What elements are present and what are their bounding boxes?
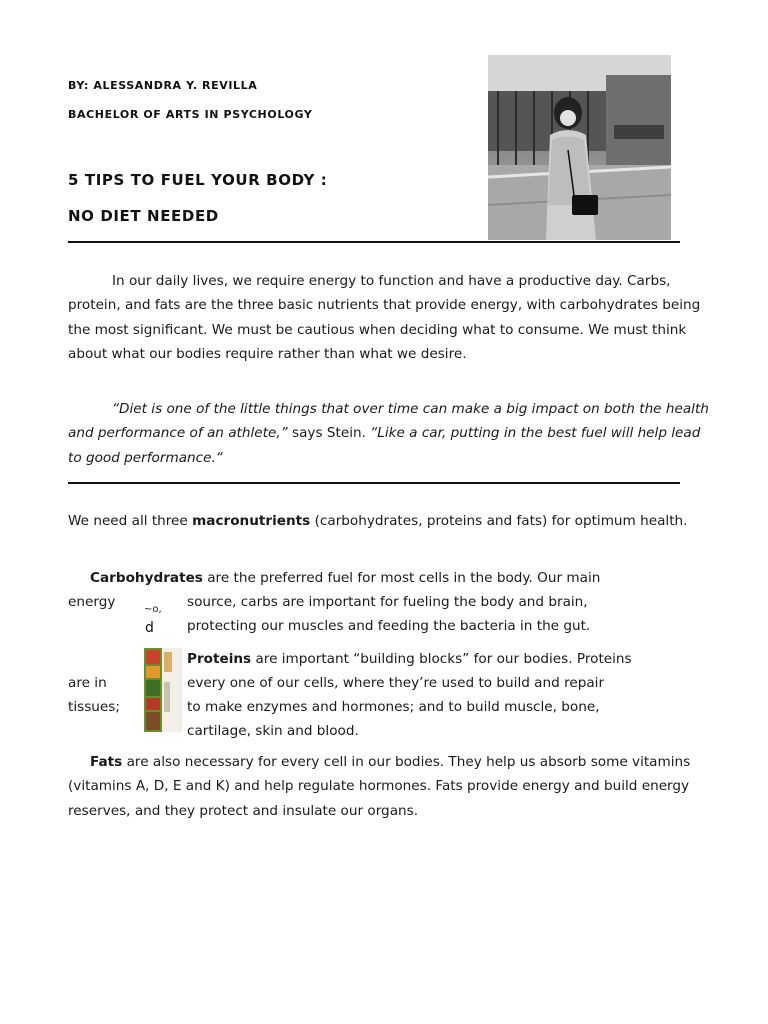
carbs-line3-right: protecting our muscles and feeding the bacteria in the gut. [187, 618, 591, 634]
article-title-line2: NO DIET NEEDED [68, 207, 219, 225]
carbs-line1 [90, 566, 600, 590]
quote-part1: “Diet is one of the little things that over time can make a big impact on both the health and performance of an athlete,” [68, 401, 709, 442]
macro-rest: (carbohydrates, proteins and fats) for optimum health. [310, 513, 688, 529]
quote-divider [68, 482, 680, 484]
carbs-term: Carbohydrates [90, 570, 203, 586]
proteins-line2-left: are in [68, 675, 107, 691]
proteins-line3-left: tissues; [68, 699, 120, 715]
intro-paragraph [68, 269, 708, 366]
author-degree: BACHELOR OF ARTS IN PSYCHOLOGY [68, 108, 313, 121]
author-photo-graphic [488, 55, 671, 240]
carbs-line1-rest: are the preferred fuel for most cells in the body. Our main [202, 570, 601, 586]
title-divider [68, 241, 680, 243]
proteins-line4-right: cartilage, skin and blood. [187, 723, 359, 739]
carbs-line2-left: energy [68, 594, 116, 610]
carbs-line2-right: source, carbs are important for fueling the body and brain, [187, 594, 588, 610]
proteins-term: Proteins [187, 651, 252, 667]
article-title-line1: 5 TIPS TO FUEL YOUR BODY : [68, 171, 328, 189]
proteins-line3-right: to make enzymes and hormones; and to build muscle, bone, [187, 699, 600, 715]
macro-term: macronutrients [192, 513, 311, 529]
fats-paragraph [68, 750, 708, 823]
proteins-line1-rest: are important “building blocks” for our bodies. Proteins [251, 651, 632, 667]
quote-part2: “Like a car, putting in the best fuel will help lead to good performance.“ [68, 425, 701, 466]
svg-text:~o,: ~o, [144, 604, 162, 615]
proteins-line1 [187, 647, 632, 671]
food-photo [142, 600, 182, 732]
quote-paragraph [68, 397, 718, 470]
macronutrients-paragraph [68, 509, 708, 533]
intro-text: In our daily lives, we require energy to function and have a productive day. Carbs, protein, and fats are the three basic nutrients that provide energy, with carbohydrates being the most significant. We must be cautious when deciding what to consume. We must think about what our bodies require rather than what we desire. [68, 273, 701, 362]
author-photo [488, 55, 671, 240]
macro-lead: We need all three [68, 513, 193, 529]
author-byline: BY: ALESSANDRA Y. REVILLA [68, 79, 258, 92]
fats-term: Fats [90, 754, 123, 770]
quote-attribution: says Stein. [287, 425, 371, 442]
food-photo-graphic [142, 600, 182, 732]
proteins-line2-right: every one of our cells, where they’re used to build and repair [187, 675, 605, 691]
svg-text:d: d [145, 620, 154, 636]
fats-rest: are also necessary for every cell in our bodies. They help us absorb some vitamins (vitamins A, D, E and K) and help regulate hormones. Fats provide energy and build energy reserves, and they protect and insulate our organs. [68, 754, 691, 819]
